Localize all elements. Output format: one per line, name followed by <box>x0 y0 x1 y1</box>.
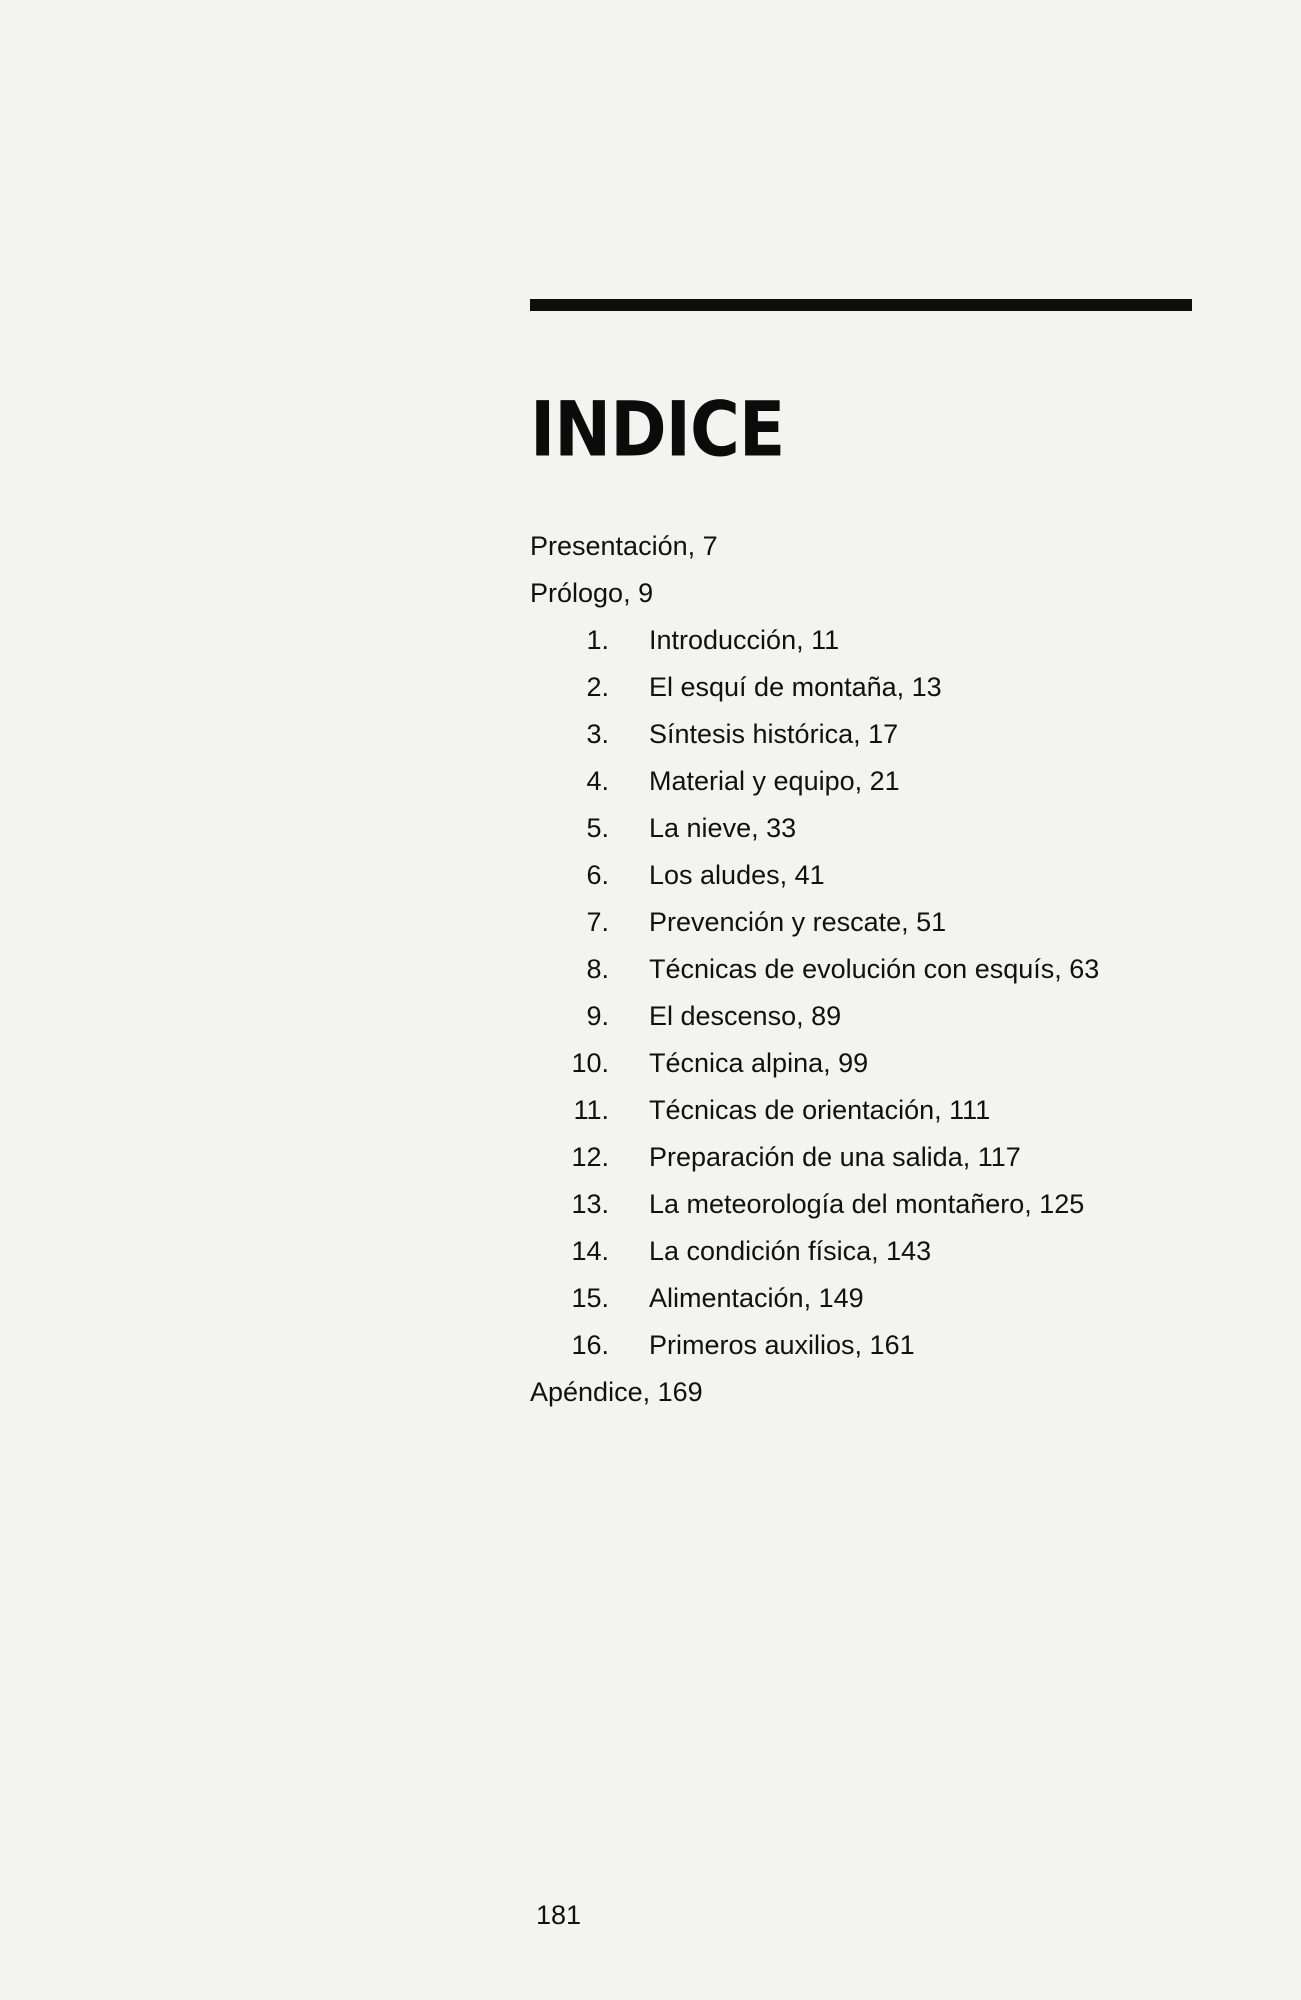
chapter-title: La condición física, 143 <box>649 1236 932 1266</box>
chapter-title: Alimentación, 149 <box>649 1283 864 1313</box>
chapter-number: 2. <box>586 672 609 702</box>
chapter-title: Síntesis histórica, 17 <box>649 719 899 749</box>
toc-chapter-3 <box>530 717 1190 764</box>
toc-chapter-13 <box>530 1187 1190 1234</box>
chapter-title: Técnicas de evolución con esquís, 63 <box>649 954 1100 984</box>
toc-chapter-7 <box>530 905 1190 952</box>
chapter-title: Preparación de una salida, 117 <box>649 1142 1021 1172</box>
chapter-title: Técnica alpina, 99 <box>649 1048 869 1078</box>
toc-chapter-15 <box>530 1281 1190 1328</box>
toc-chapter-8 <box>530 952 1190 999</box>
toc-chapter-11 <box>530 1093 1190 1140</box>
chapter-number: 1. <box>586 625 609 655</box>
chapter-title: Introducción, 11 <box>649 625 840 655</box>
chapter-title: El esquí de montaña, 13 <box>649 672 942 702</box>
toc-chapter-16 <box>530 1328 1190 1375</box>
toc-chapter-4 <box>530 764 1190 811</box>
chapter-number: 4. <box>586 766 609 796</box>
chapter-number: 9. <box>586 1001 609 1031</box>
toc-entry-prologo: Prólogo, 9 <box>530 578 654 608</box>
chapter-title: Prevención y rescate, 51 <box>649 907 947 937</box>
chapter-title: Técnicas de orientación, 111 <box>649 1095 991 1125</box>
chapter-title: Los aludes, 41 <box>649 860 825 890</box>
table-of-contents <box>530 529 1190 1422</box>
chapter-title: Primeros auxilios, 161 <box>649 1330 915 1360</box>
chapter-number: 7. <box>586 907 609 937</box>
chapter-title: La nieve, 33 <box>649 813 797 843</box>
top-rule <box>530 299 1192 311</box>
toc-chapter-10 <box>530 1046 1190 1093</box>
chapter-number: 8. <box>586 954 609 984</box>
chapter-title: Material y equipo, 21 <box>649 766 900 796</box>
chapter-number: 12. <box>571 1142 609 1172</box>
toc-chapter-9 <box>530 999 1190 1046</box>
chapter-number: 5. <box>586 813 609 843</box>
toc-chapter-1 <box>530 623 1190 670</box>
chapter-title: El descenso, 89 <box>649 1001 842 1031</box>
chapter-number: 16. <box>571 1330 609 1360</box>
toc-entry-apendice: Apéndice, 169 <box>530 1377 703 1407</box>
chapter-number: 3. <box>586 719 609 749</box>
chapter-title: La meteorología del montañero, 125 <box>649 1189 1085 1219</box>
chapter-number: 14. <box>571 1236 609 1266</box>
toc-entry-presentacion: Presentación, 7 <box>530 531 718 561</box>
chapter-number: 15. <box>571 1283 609 1313</box>
page-title: INDICE <box>530 386 785 475</box>
toc-chapter-12 <box>530 1140 1190 1187</box>
toc-chapter-2 <box>530 670 1190 717</box>
chapter-number: 6. <box>586 860 609 890</box>
toc-chapter-6 <box>530 858 1190 905</box>
toc-chapter-14 <box>530 1234 1190 1281</box>
chapter-number: 10. <box>571 1048 609 1078</box>
chapter-number: 13. <box>571 1189 609 1219</box>
page-number: 181 <box>536 1900 582 1930</box>
chapter-number: 11. <box>573 1095 609 1125</box>
toc-chapter-5 <box>530 811 1190 858</box>
